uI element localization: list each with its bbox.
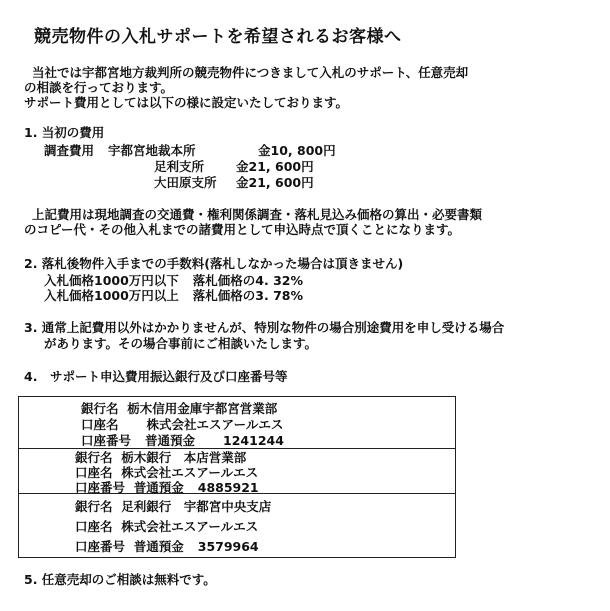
- office-name: 大田原支所: [154, 175, 217, 190]
- fee-amount: 金21, 600円: [236, 159, 314, 174]
- section-4-heading: 4. サポート申込費用振込銀行及び口座番号等: [24, 369, 288, 384]
- office-name: 足利支所: [154, 159, 205, 174]
- page-title: 競売物件の入札サポートを希望されるお客様へ: [34, 27, 402, 47]
- commission-rate: 落札価格の3. 78%: [192, 288, 304, 303]
- intro-line-3: サポート費用としては以下の様に設定いたしております。: [24, 95, 349, 110]
- bank-name: 栃木銀行 本店営業部: [121, 450, 247, 465]
- fee-note-line-1: 上記費用は現地調査の交通費・権利関係調査・落札見込み価格の算出・必要書類: [32, 207, 483, 222]
- bank-account-block: [19, 448, 455, 494]
- bank-label: 銀行名: [75, 450, 113, 465]
- number-label: 口座番号: [75, 539, 126, 554]
- bank-account-block: [19, 493, 455, 557]
- commission-rate: 落札価格の4. 32%: [192, 273, 304, 288]
- bank-name: 栃木信用金庫宇都宮営業部: [127, 401, 278, 416]
- account-label: 口座名: [81, 417, 119, 432]
- account-number: 3579964: [197, 539, 259, 554]
- account-number: 4885921: [197, 480, 259, 495]
- survey-fee-label: 調査費用: [44, 143, 95, 158]
- fee-note-line-2: のコピー代・その他入札までの諸費用として申込時点で頂くことになります。: [24, 222, 461, 237]
- intro-line-1: 当社では宇都宮地方裁判所の競売物件につきまして入札のサポート、任意売却: [32, 65, 469, 80]
- number-label: 口座番号: [81, 433, 132, 448]
- price-range: 入札価格1000万円以下: [44, 273, 179, 288]
- account-number: 1241244: [223, 433, 284, 448]
- bank-accounts-table: [18, 396, 456, 558]
- account-name: 株式会社エスアールエス: [121, 519, 259, 534]
- section-5-text: 5. 任意売却のご相談は無料です。: [24, 572, 216, 587]
- bank-name-row: [75, 497, 271, 515]
- account-name: 株式会社エスアールエス: [121, 465, 259, 480]
- fee-amount: 金21, 600円: [236, 175, 314, 190]
- account-label: 口座名: [75, 519, 113, 534]
- price-range: 入札価格1000万円以上: [44, 288, 179, 303]
- account-number-row: [75, 537, 259, 555]
- bank-label: 銀行名: [75, 499, 113, 514]
- bank-account-block: [19, 397, 455, 449]
- account-number-row: [81, 431, 284, 449]
- intro-line-2: の相談を行っております。: [24, 80, 174, 95]
- fee-amount: 金10, 800円: [258, 143, 336, 158]
- bank-label: 銀行名: [81, 401, 119, 416]
- account-type: 普通預金: [133, 480, 184, 495]
- section-3-line-1: 3. 通常上記費用以外はかかりませんが、特別な物件の場合別途費用を申し受ける場合: [24, 320, 505, 335]
- bank-name: 足利銀行 宇都宮中央支店: [121, 499, 272, 514]
- number-label: 口座番号: [75, 480, 126, 495]
- office-name: 宇都宮地裁本所: [108, 143, 196, 158]
- account-type: 普通預金: [133, 539, 184, 554]
- section-3-line-2: があります。その場合事前にご相談いたします。: [44, 336, 318, 351]
- section-2-heading: 2. 落札後物件入手までの手数料(落札しなかった場合は頂きません): [24, 256, 404, 271]
- account-name: 株式会社エスアールエス: [146, 417, 284, 432]
- commission-row: [44, 286, 303, 304]
- account-label: 口座名: [75, 465, 113, 480]
- account-type: 普通預金: [145, 433, 196, 448]
- section-1-heading: 1. 当初の費用: [24, 125, 105, 140]
- account-name-row: [75, 517, 258, 535]
